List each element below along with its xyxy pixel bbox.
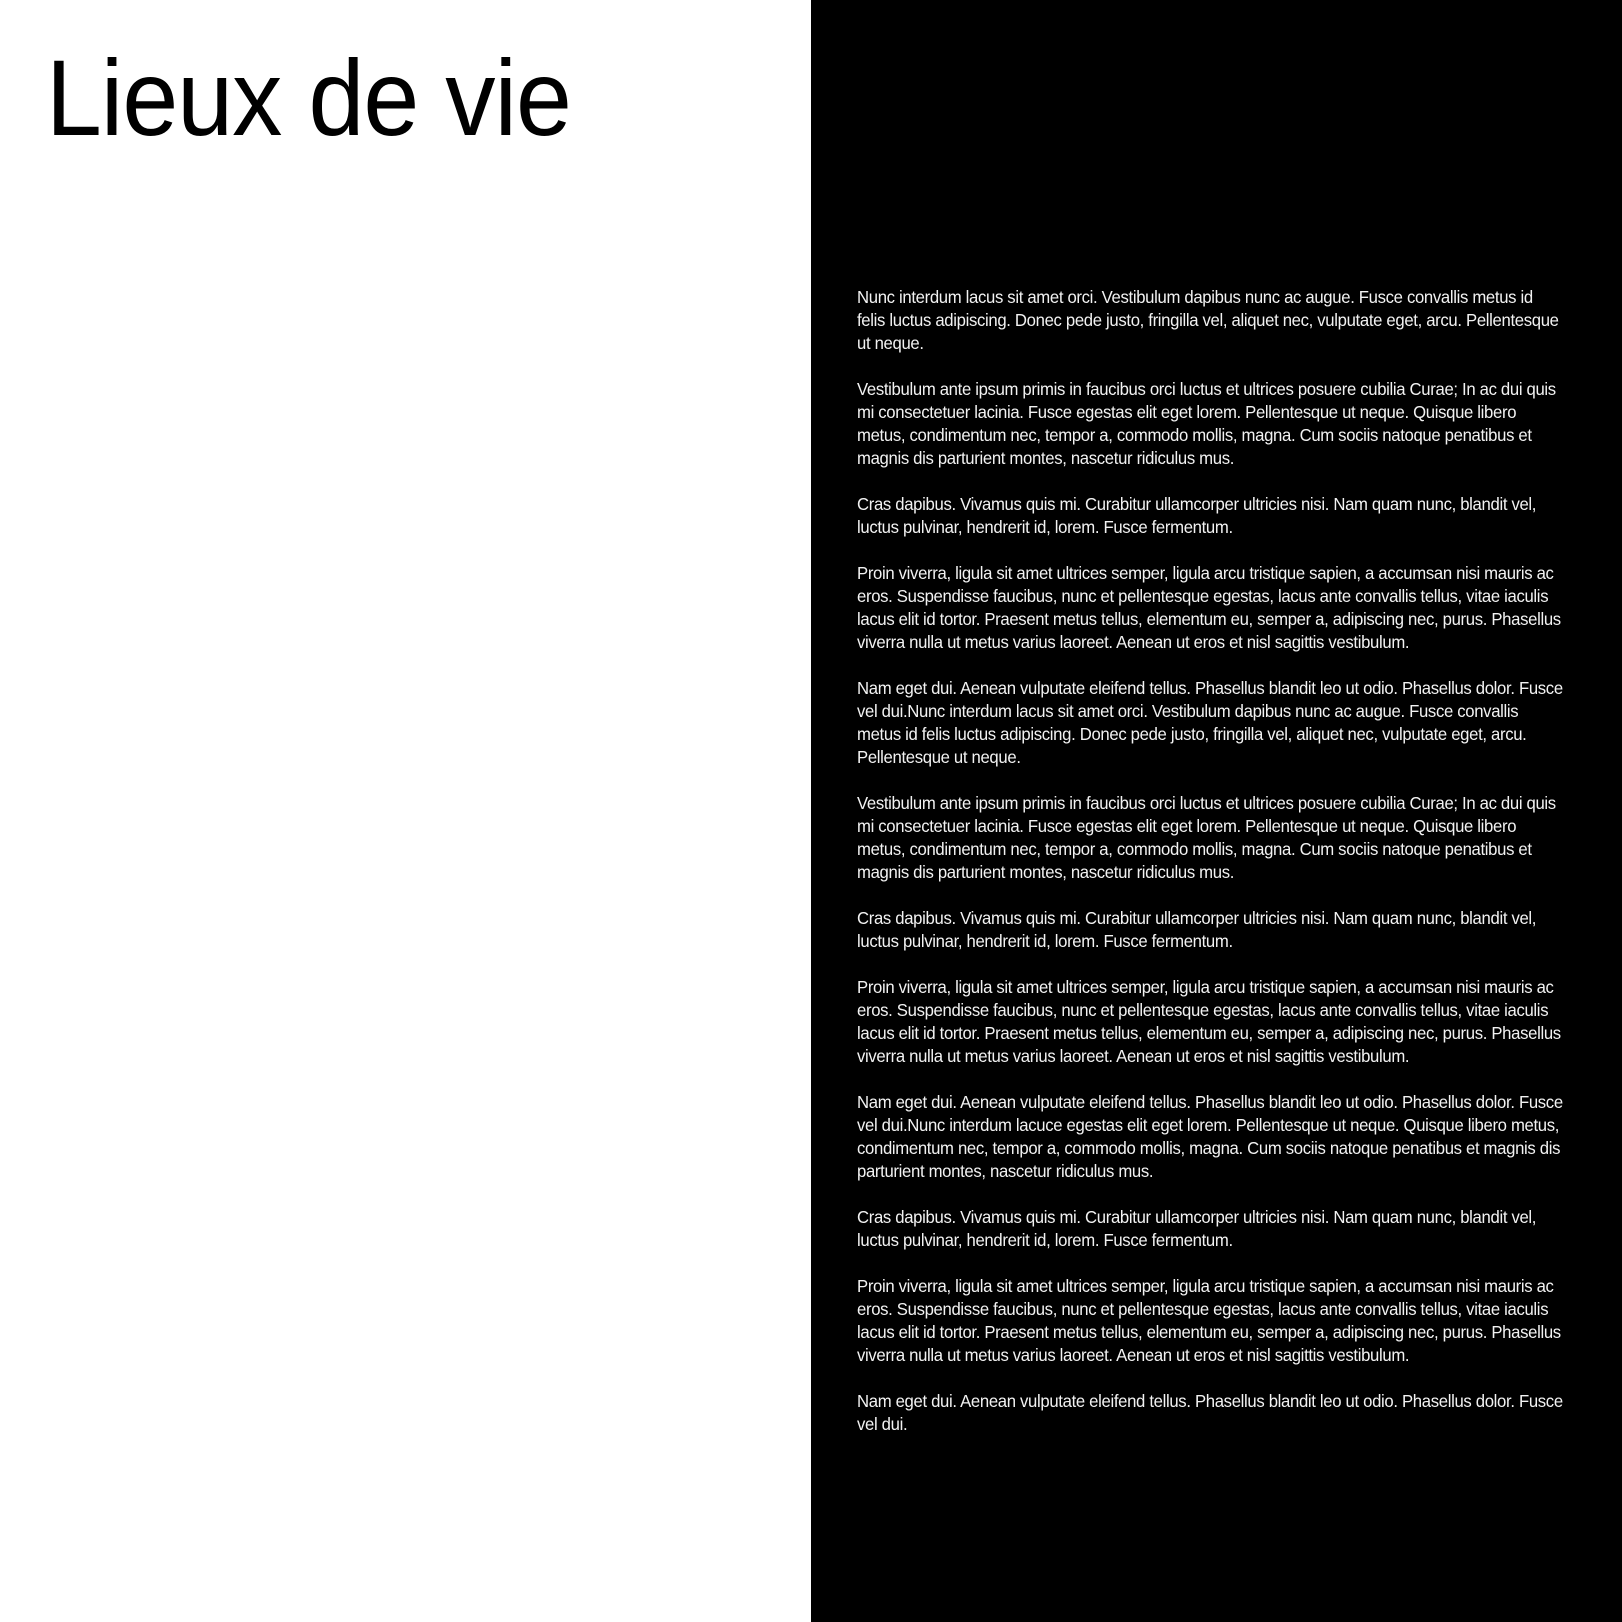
paragraph: Vestibulum ante ipsum primis in faucibus orci luctus et ultrices posuere cubilia Curae; In ac dui quis mi consectetuer lacinia. Fusce egestas elit eget lorem. Pellentesque ut neque. Quisque libero metus, condimentum nec, tempor a, commodo mollis, magna. Cum sociis natoque penatibus et magnis dis parturient montes, nascetur ridiculus mus. [857, 379, 1556, 468]
paragraph: Proin viverra, ligula sit amet ultrices semper, ligula arcu tristique sapien, a accumsan nisi mauris ac eros. Suspendisse faucibus, nunc et pellentesque egestas, lacus ante convallis tellus, vitae iaculis lacus elit id tortor. Praesent metus tellus, elementum eu, semper a, adipiscing nec, purus. Phasellus viverra nulla ut metus varius laoreet. Aenean ut eros et nisl sagittis vestibulum. [857, 1276, 1561, 1365]
paragraph: Proin viverra, ligula sit amet ultrices semper, ligula arcu tristique sapien, a accumsan nisi mauris ac eros. Suspendisse faucibus, nunc et pellentesque egestas, lacus ante convallis tellus, vitae iaculis lacus elit id tortor. Praesent metus tellus, elementum eu, semper a, adipiscing nec, purus. Phasellus viverra nulla ut metus varius laoreet. Aenean ut eros et nisl sagittis vestibulum. [857, 977, 1561, 1066]
paragraph: Cras dapibus. Vivamus quis mi. Curabitur ullamcorper ultricies nisi. Nam quam nunc, blandit vel, luctus pulvinar, hendrerit id, lorem. Fusce fermentum. [857, 1207, 1537, 1250]
paragraph: Nunc interdum lacus sit amet orci. Vestibulum dapibus nunc ac augue. Fusce convallis metus id felis luctus adipiscing. Donec pede justo, fringilla vel, aliquet nec, vulputate eget, arcu. Pellentesque ut neque. [857, 287, 1559, 353]
page-title: Lieux de vie [46, 37, 571, 158]
paragraph: Cras dapibus. Vivamus quis mi. Curabitur ullamcorper ultricies nisi. Nam quam nunc, blandit vel, luctus pulvinar, hendrerit id, lorem. Fusce fermentum. [857, 908, 1537, 951]
paragraph: Cras dapibus. Vivamus quis mi. Curabitur ullamcorper ultricies nisi. Nam quam nunc, blandit vel, luctus pulvinar, hendrerit id, lorem. Fusce fermentum. [857, 494, 1537, 537]
paragraph: Nam eget dui. Aenean vulputate eleifend tellus. Phasellus blandit leo ut odio. Phasellus dolor. Fusce vel dui.Nunc interdum lacus sit amet orci. Vestibulum dapibus nunc ac augue. Fusce convallis metus id felis luctus adipiscing. Donec pede justo, fringilla vel, aliquet nec, vulputate eget, arcu. Pellentesque ut neque. [857, 678, 1563, 767]
paragraph: Vestibulum ante ipsum primis in faucibus orci luctus et ultrices posuere cubilia Curae; In ac dui quis mi consectetuer lacinia. Fusce egestas elit eget lorem. Pellentesque ut neque. Quisque libero metus, condimentum nec, tempor a, commodo mollis, magna. Cum sociis natoque penatibus et magnis dis parturient montes, nascetur ridiculus mus. [857, 793, 1556, 882]
paragraph: Nam eget dui. Aenean vulputate eleifend tellus. Phasellus blandit leo ut odio. Phasellus dolor. Fusce vel dui. [857, 1391, 1563, 1434]
right-panel [811, 0, 1622, 1622]
body-text [857, 286, 1577, 1459]
paragraph: Proin viverra, ligula sit amet ultrices semper, ligula arcu tristique sapien, a accumsan nisi mauris ac eros. Suspendisse faucibus, nunc et pellentesque egestas, lacus ante convallis tellus, vitae iaculis lacus elit id tortor. Praesent metus tellus, elementum eu, semper a, adipiscing nec, purus. Phasellus viverra nulla ut metus varius laoreet. Aenean ut eros et nisl sagittis vestibulum. [857, 563, 1561, 652]
paragraph: Nam eget dui. Aenean vulputate eleifend tellus. Phasellus blandit leo ut odio. Phasellus dolor. Fusce vel dui.Nunc interdum lacuce egestas elit eget lorem. Pellentesque ut neque. Quisque libero metus, condimentum nec, tempor a, commodo mollis, magna. Cum sociis natoque penatibus et magnis dis parturient montes, nascetur ridiculus mus. [857, 1092, 1563, 1181]
